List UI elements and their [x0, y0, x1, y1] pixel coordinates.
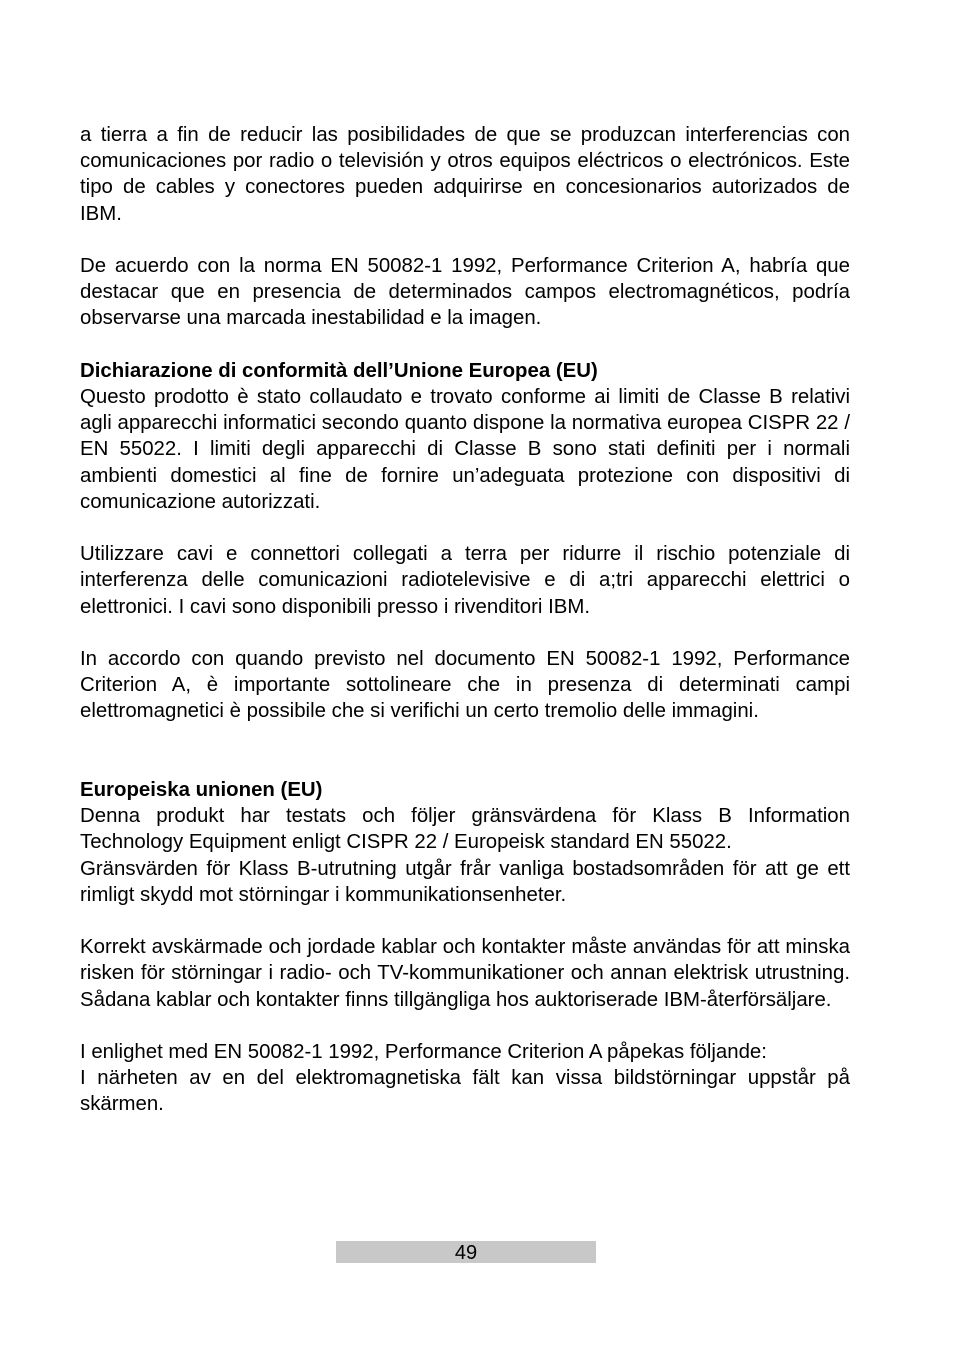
paragraph-gap	[80, 1013, 850, 1039]
paragraph-sv-limits: Gränsvärden för Klass B-utrutning utgår frår vanliga bostadsområden för att ge ett rimligt skydd mot störningar i kommunikationsenheter.	[80, 857, 850, 906]
page-number-bar	[336, 1241, 596, 1263]
section-gap	[80, 725, 850, 777]
paragraph-sv-criterion: I närheten av en del elektromagnetiska fält kan vissa bildstörningar uppstår på skärmen.	[80, 1067, 850, 1116]
paragraph-it-cables: Utilizzare cavi e connettori collegati a terra per ridurre il rischio potenziale di interferenza delle comunicazioni radiotelevisive e di a;tri apparecchi elettrici o elettronici. I cavi sono disponibili presso i rivenditori IBM.	[80, 543, 850, 618]
page-body	[80, 122, 850, 1118]
paragraph-es-cables: a tierra a fin de reducir las posibilidades de que se produzcan interferencias con comunicaciones por radio o televisión y otros equipos eléctricos o electrónicos. Este tipo de cables y conectores pueden adquirirse en concesionarios autorizados de IBM.	[80, 124, 850, 225]
paragraph-gap	[80, 908, 850, 934]
paragraph-gap	[80, 332, 850, 358]
heading-italian-eu: Dichiarazione di conformità dell’Unione Europea (EU)	[80, 359, 598, 382]
paragraph-it-conformity: Questo prodotto è stato collaudato e trovato conforme ai limiti de Classe B relativi agli apparecchi informatici secondo quanto dispone la normativa europea CISPR 22 / EN 55022. I limiti degli apparecchi di Classe B sono stati definiti per i normali ambienti domestici al fine de fornire un’adeguata protezione con dispositivi di comunicazione autorizzati.	[80, 386, 850, 513]
paragraph-sv-cables: Korrekt avskärmade och jordade kablar och kontakter måste användas för att minska risken för störningar i radio- och TV-kommunikationer och annan elektrisk utrustning. Sådana kablar och kontakter finns tillgängliga hos auktoriserade IBM-återförsäljare.	[80, 936, 850, 1011]
paragraph-it-criterion: In accordo con quando previsto nel documento EN 50082-1 1992, Performance Criterion A, è importante sottolineare che in presenza di determinati campi elettromagnetici è possibile che si verifichi un certo tremolio delle immagini.	[80, 648, 850, 723]
page-number: 49	[454, 1242, 478, 1264]
paragraph-sv-criterion-intro: I enlighet med EN 50082-1 1992, Performance Criterion A påpekas följande:	[80, 1041, 767, 1063]
paragraph-sv-product: Denna produkt har testats och följer gränsvärdena för Klass B Information Technology Equipment enligt CISPR 22 / Europeisk standard EN 55022.	[80, 805, 850, 854]
paragraph-es-criterion: De acuerdo con la norma EN 50082-1 1992, Performance Criterion A, habría que destacar que en presencia de determinados campos electromagnéticos, podría observarse una marcada inestabilidad e la imagen.	[80, 255, 850, 330]
paragraph-gap	[80, 620, 850, 646]
paragraph-gap	[80, 227, 850, 253]
heading-swedish-eu: Europeiska unionen (EU)	[80, 779, 323, 801]
paragraph-gap	[80, 515, 850, 541]
